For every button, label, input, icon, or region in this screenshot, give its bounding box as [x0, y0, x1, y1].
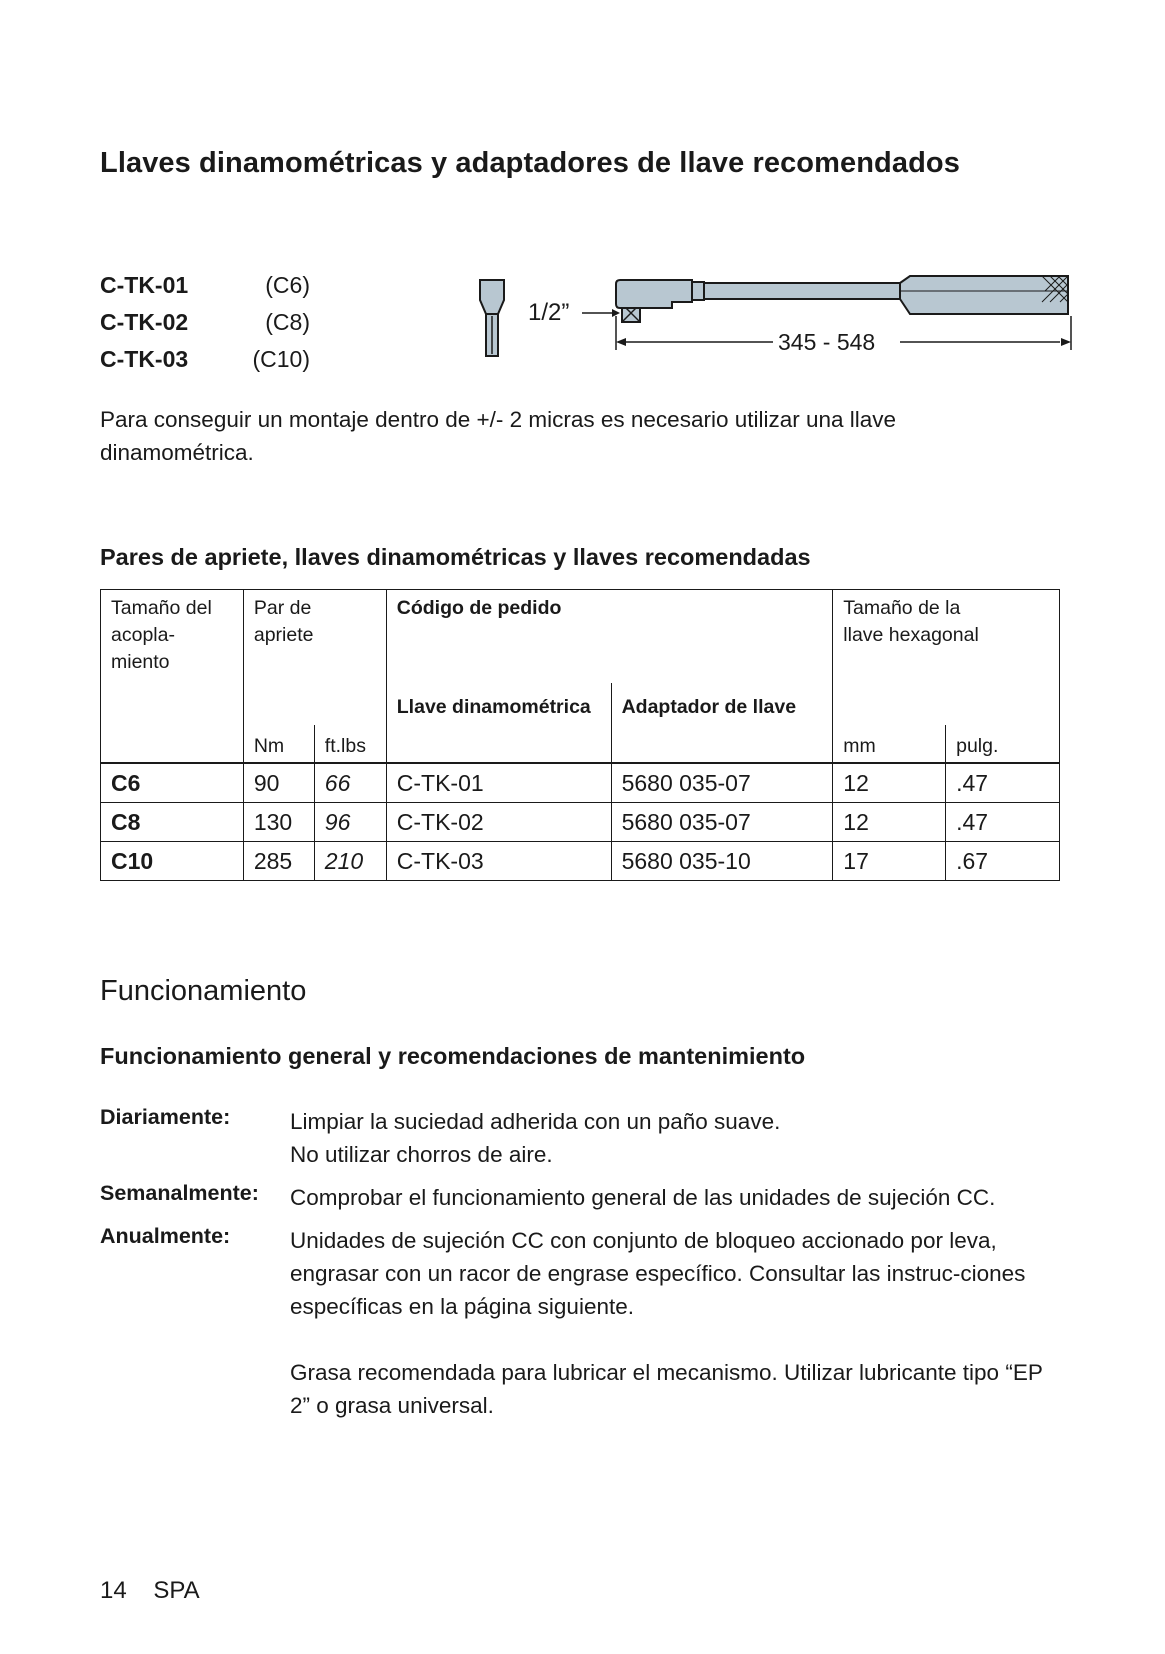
col-header-adapter: Adaptador de llave	[611, 683, 833, 725]
maintenance-item-yearly	[100, 1224, 1060, 1422]
drive-size-label: 1/2”	[528, 299, 570, 326]
col-header-hex-size: Tamaño de la llave hexagonal	[833, 590, 1060, 726]
cell-adapter: 5680 035-07	[611, 803, 833, 842]
unit-nm: Nm	[243, 725, 314, 763]
unit-ftlbs: ft.lbs	[314, 725, 386, 763]
page-title: Llaves dinamométricas y adaptadores de llave recomendados	[100, 147, 960, 179]
maintenance-text: Comprobar el funcionamiento general de las unidades de sujeción CC.	[290, 1185, 996, 1210]
socket-adapter-icon	[478, 278, 508, 360]
wrench-code-item	[100, 272, 310, 309]
wrench-code-item	[100, 309, 310, 346]
wrench-code: C-TK-02	[100, 309, 189, 335]
language-code: SPA	[153, 1577, 200, 1604]
unit-mm: mm	[833, 725, 946, 763]
cell-mm: 12	[833, 763, 946, 803]
cell-ftlbs: 210	[314, 842, 386, 881]
cell-size: C10	[101, 842, 244, 881]
cell-inch: .47	[946, 763, 1060, 803]
maintenance-list	[100, 1105, 1060, 1432]
cell-mm: 12	[833, 803, 946, 842]
page-number: 14	[100, 1577, 127, 1604]
coupling-size: (C10)	[252, 346, 310, 372]
cell-inch: .67	[946, 842, 1060, 881]
wrench-code: C-TK-01	[100, 272, 189, 298]
coupling-size: (C6)	[265, 272, 310, 298]
col-header-size: Tamaño del acopla- miento	[101, 590, 244, 726]
cell-ftlbs: 66	[314, 763, 386, 803]
cell-ftlbs: 96	[314, 803, 386, 842]
intro-paragraph: Para conseguir un montaje dentro de +/- 2 micras es necesario utilizar una llave dinamométrica.	[100, 407, 897, 465]
maintenance-text: Limpiar la suciedad adherida con un paño suave.	[290, 1109, 781, 1134]
cell-adapter: 5680 035-07	[611, 763, 833, 803]
torque-table	[100, 589, 1060, 881]
maintenance-text: Unidades de sujeción CC con conjunto de bloqueo accionado por leva, engrasar con un racor de engrase específico. Consultar las instruc-ciones específicas en la página siguiente.	[290, 1228, 1026, 1319]
cell-nm: 285	[243, 842, 314, 881]
subsection-title: Funcionamiento general y recomendaciones de mantenimiento	[100, 1043, 806, 1069]
table-title: Pares de apriete, llaves dinamométricas y llaves recomendadas	[100, 544, 811, 570]
maintenance-label: Semanalmente:	[100, 1181, 259, 1205]
table-row	[101, 842, 1060, 881]
grease-note: Grasa recomendada para lubricar el mecanismo. Utilizar lubricante tipo “EP 2” o grasa universal.	[290, 1360, 1043, 1418]
col-header-torque: Par de apriete	[243, 590, 386, 726]
cell-wrench: C-TK-01	[386, 763, 611, 803]
cell-wrench: C-TK-02	[386, 803, 611, 842]
length-range-label: 345 - 548	[778, 329, 876, 355]
wrench-code-list	[100, 272, 310, 383]
cell-size: C8	[101, 803, 244, 842]
maintenance-label: Anualmente:	[100, 1224, 231, 1248]
maintenance-label: Diariamente:	[100, 1105, 231, 1129]
maintenance-text: No utilizar chorros de aire.	[290, 1142, 553, 1167]
cell-mm: 17	[833, 842, 946, 881]
table-row	[101, 763, 1060, 803]
maintenance-item-weekly	[100, 1181, 1060, 1214]
cell-adapter: 5680 035-10	[611, 842, 833, 881]
col-header-order-code: Código de pedido	[386, 590, 833, 684]
cell-nm: 90	[243, 763, 314, 803]
maintenance-item-daily	[100, 1105, 1060, 1171]
wrench-code: C-TK-03	[100, 346, 189, 372]
cell-nm: 130	[243, 803, 314, 842]
wrench-code-item	[100, 346, 310, 383]
page-footer	[100, 1577, 220, 1605]
section-title: Funcionamiento	[100, 975, 307, 1007]
table-row	[101, 803, 1060, 842]
coupling-size: (C8)	[265, 309, 310, 335]
cell-wrench: C-TK-03	[386, 842, 611, 881]
torque-wrench-diagram	[520, 268, 1080, 368]
unit-inch: pulg.	[946, 725, 1060, 763]
cell-inch: .47	[946, 803, 1060, 842]
cell-size: C6	[101, 763, 244, 803]
col-header-wrench: Llave dinamométrica	[386, 683, 611, 725]
